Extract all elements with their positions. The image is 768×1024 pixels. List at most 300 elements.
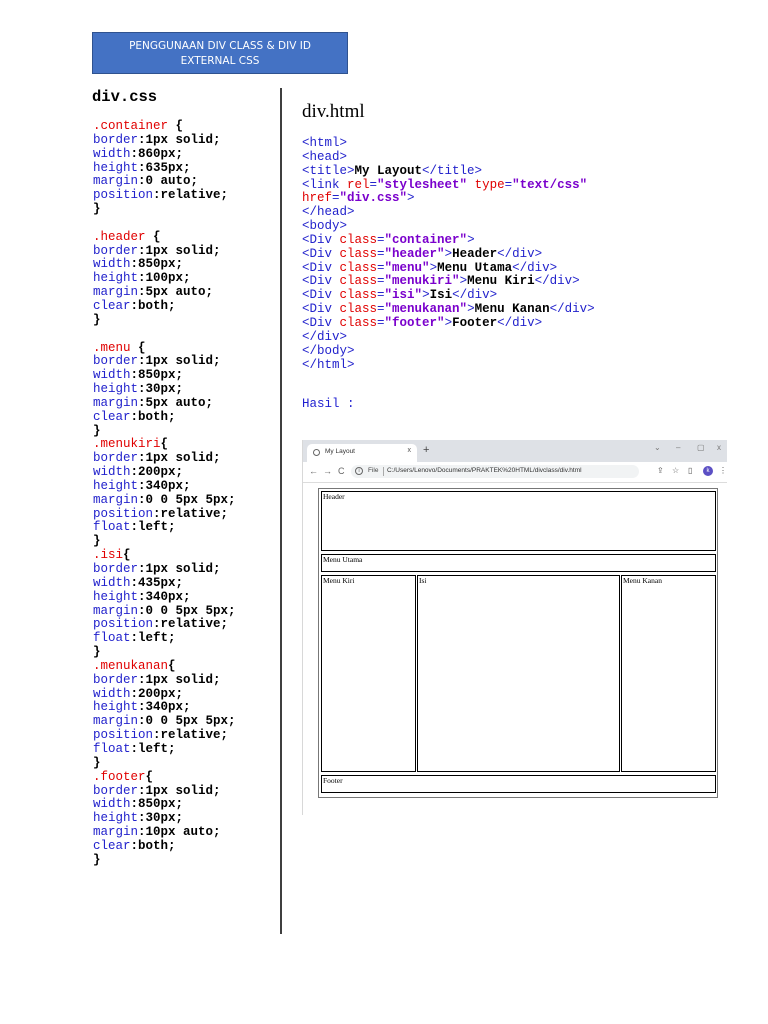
css-property: height (93, 382, 139, 397)
css-declaration-line (93, 812, 236, 826)
css-close-brace: } (93, 312, 101, 327)
html-token: "footer" (384, 315, 445, 330)
css-declaration-line (93, 729, 236, 743)
html-token: <head> (302, 149, 348, 164)
css-property: margin (93, 174, 139, 189)
css-declaration-line (93, 743, 236, 757)
css-property: position (93, 728, 154, 743)
css-semicolon: ; (213, 672, 221, 687)
css-colon: : (130, 741, 139, 756)
new-tab-icon[interactable]: + (423, 444, 430, 456)
header-box-label: Header (323, 492, 345, 501)
html-token: class (339, 260, 378, 275)
star-icon[interactable]: ☆ (672, 466, 680, 475)
css-semicolon: ; (213, 132, 221, 147)
css-semicolon: ; (190, 174, 199, 189)
css-declaration-line (93, 605, 236, 619)
close-window-icon[interactable]: x (717, 443, 721, 452)
html-token: class (339, 315, 378, 330)
menukiri-box-label: Menu Kiri (323, 576, 355, 585)
html-token: = (332, 191, 340, 206)
css-semicolon: ; (175, 575, 184, 590)
html-token: > (467, 302, 475, 317)
css-value: both (138, 838, 169, 853)
css-colon: : (153, 188, 161, 203)
html-token: "menu" (384, 260, 430, 275)
css-open-brace: { (145, 229, 161, 244)
css-semicolon: ; (168, 838, 176, 853)
footer-box-label: Footer (323, 776, 343, 785)
css-declaration-line (93, 286, 236, 300)
html-token: <body> (302, 219, 348, 234)
html-token: type (474, 177, 505, 192)
css-colon: : (130, 298, 139, 313)
css-property: position (93, 506, 154, 521)
css-value: both (138, 409, 169, 424)
css-semicolon: ; (183, 700, 191, 715)
css-semicolon: ; (175, 257, 184, 272)
html-token: class (339, 246, 378, 261)
html-token: </div> (452, 288, 498, 303)
css-declaration-line (93, 798, 236, 812)
html-code-block (302, 137, 595, 372)
css-property: width (93, 575, 131, 590)
css-semicolon: ; (213, 825, 221, 840)
css-colon: : (153, 617, 161, 632)
css-value: relative (160, 617, 221, 632)
html-token: class (339, 232, 378, 247)
html-token: href (302, 191, 333, 206)
html-token: "container" (384, 232, 468, 247)
html-token: > (467, 232, 475, 247)
css-property: height (93, 811, 139, 826)
css-value: 5px auto (145, 285, 206, 300)
tab-close-icon[interactable]: x (407, 447, 411, 454)
css-declaration-line (93, 840, 236, 854)
css-property: border (93, 672, 139, 687)
css-value: 1px solid (145, 672, 214, 687)
css-open-brace: { (160, 437, 169, 452)
css-open-brace: { (123, 548, 131, 563)
html-token: <Div (302, 260, 340, 275)
css-close-brace: } (93, 534, 101, 549)
html-token: </div> (534, 274, 580, 289)
css-semicolon: ; (220, 188, 229, 203)
forward-icon[interactable]: → (323, 466, 332, 476)
html-token: > (429, 260, 438, 275)
css-colon: : (138, 492, 146, 507)
html-code-line (302, 331, 595, 345)
css-declaration-line (93, 258, 236, 272)
css-semicolon: ; (168, 409, 176, 424)
tab-search-icon[interactable]: ⌄ (654, 443, 661, 452)
css-colon: : (130, 409, 139, 424)
css-semicolon: ; (213, 354, 221, 369)
css-property: float (93, 631, 131, 646)
html-code-line (302, 165, 595, 179)
menu-box (321, 554, 716, 572)
css-property: position (93, 188, 154, 203)
html-token: <Div (302, 315, 340, 330)
html-token: <html> (302, 136, 348, 150)
title-banner (92, 32, 348, 74)
css-colon: : (130, 575, 139, 590)
css-property: margin (93, 825, 139, 840)
reload-icon[interactable]: C (338, 466, 345, 476)
css-file-title: div.css (92, 88, 158, 106)
css-close-brace: } (93, 852, 101, 867)
html-token: "stylesheet" (377, 177, 468, 192)
css-declaration-line (93, 826, 236, 840)
css-property: width (93, 146, 131, 161)
css-colon: : (153, 506, 161, 521)
css-property: margin (93, 603, 139, 618)
css-semicolon: ; (213, 451, 221, 466)
html-token: </head> (302, 205, 355, 220)
menu-dots-icon[interactable]: ⋮ (719, 466, 727, 475)
css-semicolon: ; (228, 603, 236, 618)
css-colon: : (138, 700, 146, 715)
html-code-line (302, 206, 595, 220)
back-icon[interactable]: ← (309, 466, 318, 476)
css-value: relative (160, 728, 221, 743)
html-token: = (377, 288, 385, 303)
css-colon: : (130, 797, 139, 812)
isi-box (417, 575, 620, 772)
css-value: 435px (138, 575, 176, 590)
css-rule-selector-line (93, 231, 236, 245)
css-colon: : (138, 562, 146, 576)
css-property: width (93, 368, 131, 383)
html-code-line (302, 151, 595, 165)
css-blank-line (93, 328, 236, 342)
css-value: 200px (138, 686, 176, 701)
sidebar-icon[interactable]: ▯ (688, 466, 693, 475)
html-token: </title> (422, 163, 483, 178)
css-declaration-line (93, 508, 236, 522)
css-declaration-line (93, 355, 236, 369)
css-declaration-line (93, 411, 236, 425)
css-value: 340px (145, 700, 184, 715)
css-declaration-line (93, 452, 236, 466)
css-property: border (93, 354, 139, 369)
css-selector: .footer (93, 769, 146, 784)
url-text[interactable]: C:/Users/Lenovo/Documents/PRAKTEK%20HTML/divclass/div.html (387, 467, 582, 474)
css-value: 860px (138, 146, 176, 161)
html-token: "header" (384, 246, 445, 261)
css-declaration-line (93, 674, 236, 688)
css-selector: .menu (93, 340, 131, 355)
css-declaration-line (93, 175, 236, 189)
css-value: 1px solid (145, 783, 214, 798)
css-semicolon: ; (228, 492, 236, 507)
minimize-icon[interactable]: – (676, 443, 681, 452)
html-token: My Layout (354, 163, 423, 178)
html-token: > (459, 274, 468, 289)
css-code-block (93, 120, 236, 868)
html-token: > (444, 315, 453, 330)
css-colon: : (138, 243, 146, 258)
css-semicolon: ; (220, 728, 229, 743)
address-bar[interactable] (351, 465, 639, 478)
css-selector: .menukiri (93, 437, 161, 452)
css-selector: .menukanan (93, 658, 169, 673)
html-token: </div> (497, 246, 543, 261)
banner-line-2: EXTERNAL CSS (180, 55, 260, 67)
css-property: margin (93, 492, 139, 507)
menukiri-box (321, 575, 416, 772)
css-declaration-line (93, 632, 236, 646)
css-declaration-line (93, 272, 236, 286)
css-semicolon: ; (175, 686, 184, 701)
browser-screenshot (302, 440, 727, 815)
css-value: 1px solid (145, 562, 214, 576)
css-colon: : (138, 395, 146, 410)
html-token: Header (452, 246, 498, 261)
css-value: 1px solid (145, 132, 214, 147)
css-semicolon: ; (205, 395, 214, 410)
html-token: <Div (302, 246, 340, 261)
html-token: class (339, 288, 378, 303)
html-token: <title> (302, 163, 355, 178)
css-semicolon: ; (205, 285, 214, 300)
css-declaration-line (93, 701, 236, 715)
css-declaration-line (93, 521, 236, 535)
share-icon[interactable]: ⇪ (657, 466, 664, 475)
css-value: 0 0 5px 5px (145, 603, 229, 618)
css-declaration-line (93, 494, 236, 508)
html-token: = (377, 246, 385, 261)
css-colon: : (138, 714, 146, 729)
css-declaration-line (93, 577, 236, 591)
css-declaration-line (93, 688, 236, 702)
html-token: "menukiri" (384, 274, 460, 289)
html-token: </div> (302, 329, 348, 344)
css-selector: .header (93, 229, 146, 244)
html-token: = (369, 177, 378, 192)
css-colon: : (138, 811, 146, 826)
html-token: </body> (302, 343, 355, 358)
css-declaration-line (93, 189, 236, 203)
menukanan-box-label: Menu Kanan (623, 576, 662, 585)
css-semicolon: ; (183, 589, 191, 604)
css-declaration-line (93, 383, 236, 397)
html-token: <link (302, 177, 348, 192)
browser-tab[interactable] (307, 444, 417, 462)
css-semicolon: ; (168, 298, 176, 313)
css-property: border (93, 783, 139, 798)
css-value: 635px (145, 160, 184, 175)
html-token: Menu Kanan (474, 302, 550, 317)
css-colon: : (138, 174, 146, 189)
css-colon: : (130, 368, 139, 383)
css-value: 0 auto (145, 174, 191, 189)
css-colon: : (138, 132, 146, 147)
css-colon: : (138, 478, 146, 493)
html-token: <Div (302, 302, 340, 317)
css-open-brace: { (168, 658, 176, 673)
css-open-brace: { (145, 769, 154, 784)
html-token: <Div (302, 288, 340, 303)
html-token: = (377, 260, 385, 275)
css-value: left (138, 520, 169, 535)
html-token: > (444, 246, 453, 261)
html-token: > (422, 288, 430, 303)
html-token: Menu Kiri (467, 274, 535, 289)
html-code-line (302, 289, 595, 303)
rendered-page (303, 483, 727, 815)
css-semicolon: ; (175, 797, 184, 812)
html-token: > (407, 191, 415, 206)
css-semicolon: ; (175, 368, 184, 383)
css-value: 30px (145, 811, 176, 826)
css-declaration-line (93, 785, 236, 799)
css-semicolon: ; (168, 631, 176, 646)
html-code-line (302, 303, 595, 317)
css-semicolon: ; (213, 562, 221, 576)
css-declaration-line (93, 563, 236, 577)
css-property: width (93, 465, 131, 480)
css-value: 340px (145, 478, 184, 493)
file-label: File (368, 467, 379, 474)
css-semicolon: ; (175, 146, 184, 161)
css-open-brace: { (168, 119, 184, 133)
css-property: border (93, 451, 139, 466)
css-value: 1px solid (145, 451, 214, 466)
css-semicolon: ; (168, 741, 176, 756)
info-icon[interactable]: i (355, 467, 363, 475)
css-close-brace: } (93, 645, 101, 660)
css-property: height (93, 700, 139, 715)
css-property: height (93, 271, 139, 286)
html-token: </div> (549, 302, 595, 317)
html-token: = (377, 232, 385, 247)
maximize-icon[interactable]: ▢ (697, 443, 705, 452)
html-token: = (377, 315, 385, 330)
css-property: height (93, 589, 139, 604)
html-token: </div> (512, 260, 558, 275)
css-colon: : (130, 257, 139, 272)
css-rule-selector-line (93, 438, 236, 452)
css-property: float (93, 520, 131, 535)
css-value: 5px auto (145, 395, 206, 410)
css-rule-selector-line (93, 771, 236, 785)
avatar-icon[interactable]: k (703, 466, 713, 476)
css-semicolon: ; (175, 382, 184, 397)
css-value: 850px (138, 797, 176, 812)
html-token: <Div (302, 274, 340, 289)
css-declaration-line (93, 397, 236, 411)
css-property: clear (93, 838, 131, 853)
css-value: 0 0 5px 5px (145, 714, 229, 729)
css-declaration-line (93, 148, 236, 162)
css-value: 200px (138, 465, 176, 480)
css-value: relative (160, 188, 221, 203)
tab-title: My Layout (325, 448, 355, 455)
css-value: 100px (145, 271, 184, 286)
menu-box-label: Menu Utama (323, 555, 363, 564)
css-colon: : (130, 465, 139, 480)
css-value: 1px solid (145, 354, 214, 369)
css-property: position (93, 617, 154, 632)
css-colon: : (138, 603, 146, 618)
html-token: <Div (302, 232, 340, 247)
css-semicolon: ; (220, 506, 229, 521)
css-semicolon: ; (213, 783, 221, 798)
css-semicolon: ; (168, 520, 176, 535)
html-token: </html> (302, 357, 355, 372)
css-colon: : (138, 672, 146, 687)
css-value: relative (160, 506, 221, 521)
css-semicolon: ; (213, 243, 221, 258)
css-value: 850px (138, 257, 176, 272)
css-colon: : (130, 631, 139, 646)
html-token: class (339, 274, 378, 289)
css-property: border (93, 562, 139, 576)
css-rule-selector-line (93, 120, 236, 134)
css-property: border (93, 132, 139, 147)
html-token: Footer (452, 315, 498, 330)
isi-box-label: Isi (419, 576, 427, 585)
css-close-brace: } (93, 202, 101, 217)
css-value: 340px (145, 589, 184, 604)
html-code-line (302, 275, 595, 289)
css-semicolon: ; (175, 465, 184, 480)
menukanan-box (621, 575, 716, 772)
html-code-line (302, 359, 595, 373)
css-property: margin (93, 395, 139, 410)
css-declaration-line (93, 162, 236, 176)
globe-icon (313, 449, 320, 456)
css-value: 0 0 5px 5px (145, 492, 229, 507)
css-colon: : (153, 728, 161, 743)
css-semicolon: ; (220, 617, 229, 632)
css-colon: : (130, 146, 139, 161)
css-colon: : (130, 686, 139, 701)
css-declaration-line (93, 715, 236, 729)
css-semicolon: ; (183, 478, 191, 493)
address-separator (383, 467, 384, 476)
css-declaration-line (93, 466, 236, 480)
css-semicolon: ; (175, 811, 184, 826)
css-property: clear (93, 409, 131, 424)
css-declaration-line (93, 369, 236, 383)
css-colon: : (138, 783, 146, 798)
html-code-line (302, 262, 595, 276)
html-token: "menukanan" (384, 302, 468, 317)
html-token: "text/css" (512, 177, 588, 192)
html-token: = (377, 302, 385, 317)
css-value: 10px auto (145, 825, 214, 840)
browser-tab-bar (303, 440, 727, 462)
html-code-line (302, 137, 595, 151)
css-property: margin (93, 714, 139, 729)
css-semicolon: ; (183, 271, 191, 286)
css-property: width (93, 797, 131, 812)
css-value: 850px (138, 368, 176, 383)
css-colon: : (130, 838, 139, 853)
css-property: height (93, 478, 139, 493)
css-property: width (93, 686, 131, 701)
css-declaration-line (93, 618, 236, 632)
css-declaration-line (93, 300, 236, 314)
css-declaration-line (93, 245, 236, 259)
html-code-line (302, 220, 595, 234)
css-colon: : (138, 271, 146, 286)
hasil-label: Hasil : (302, 397, 355, 411)
html-token: class (339, 302, 378, 317)
css-property: height (93, 160, 139, 175)
